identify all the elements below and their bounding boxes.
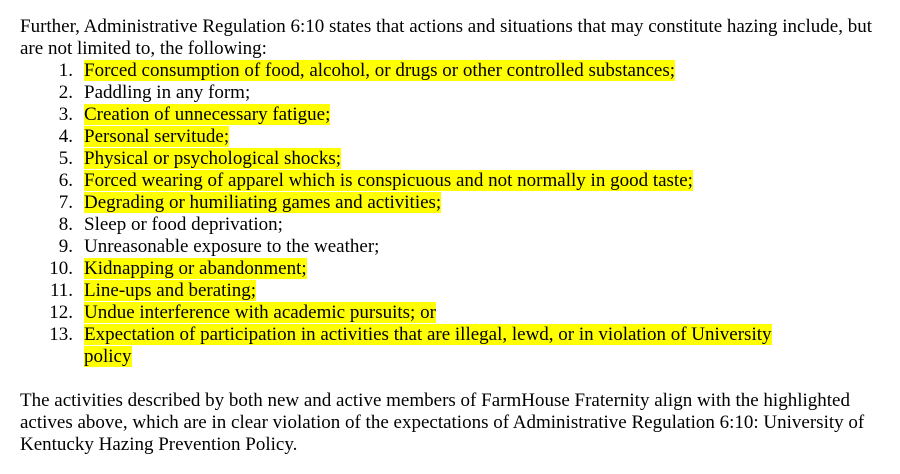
list-item-number: 11. [49,280,73,301]
list-item-text: Degrading or humiliating games and activities; [84,192,442,213]
list-item-number: 10. [49,258,73,279]
list-item-number: 12. [49,302,73,323]
list-item [20,126,784,148]
list-item-number: 7. [58,192,73,213]
list-item [20,82,784,104]
list-item-text: Line-ups and berating; [84,280,257,301]
list-item-text: Forced wearing of apparel which is conspicuous and not normally in good taste; [84,170,693,191]
list-item [20,170,784,192]
list-item [20,280,784,302]
list-item [20,258,784,280]
list-item-text: Undue interference with academic pursuits; or [84,302,436,323]
list-item-text: Personal servitude; [84,126,230,147]
list-item [20,104,784,126]
list-item-text: Physical or psychological shocks; [84,148,341,169]
list-item [20,214,784,236]
list-item-text: Paddling in any form; [84,82,251,103]
list-item [20,148,784,170]
list-item-number: 9. [58,236,73,257]
list-item-number: 13. [49,324,73,345]
list-item-text: Forced consumption of food, alcohol, or drugs or other controlled substances; [84,60,675,81]
list-item [20,302,784,324]
list-item-text: Unreasonable exposure to the weather; [84,236,380,257]
list-item [20,236,784,258]
list-item-number: 4. [58,126,73,147]
intro-paragraph: Further, Administrative Regulation 6:10 states that actions and situations that may constitute hazing include, but are not limited to, the following: [20,16,872,59]
list-item-text: Creation of unnecessary fatigue; [84,104,331,125]
list-item-number: 2. [58,82,73,103]
list-item-text: Expectation of participation in activities that are illegal, lewd, or in violation of University policy [84,324,772,367]
list-item-number: 1. [58,60,73,81]
list-item-number: 5. [58,148,73,169]
list-item [20,192,784,214]
list-item-text: Sleep or food deprivation; [84,214,283,235]
list-item-number: 6. [58,170,73,191]
list-item-text: Kidnapping or abandonment; [84,258,307,279]
list-item [20,324,784,368]
document-body [20,16,890,456]
hazing-actions-list [20,60,890,368]
list-item [20,60,784,82]
list-item-number: 8. [58,214,73,235]
list-item-number: 3. [58,104,73,125]
conclusion-paragraph: The activities described by both new and active members of FarmHouse Fraternity align with the highlighted actives above, which are in clear violation of the expectations of Administrative Regulation 6:10: University of Kentucky Hazing Prevention Policy. [20,390,865,455]
